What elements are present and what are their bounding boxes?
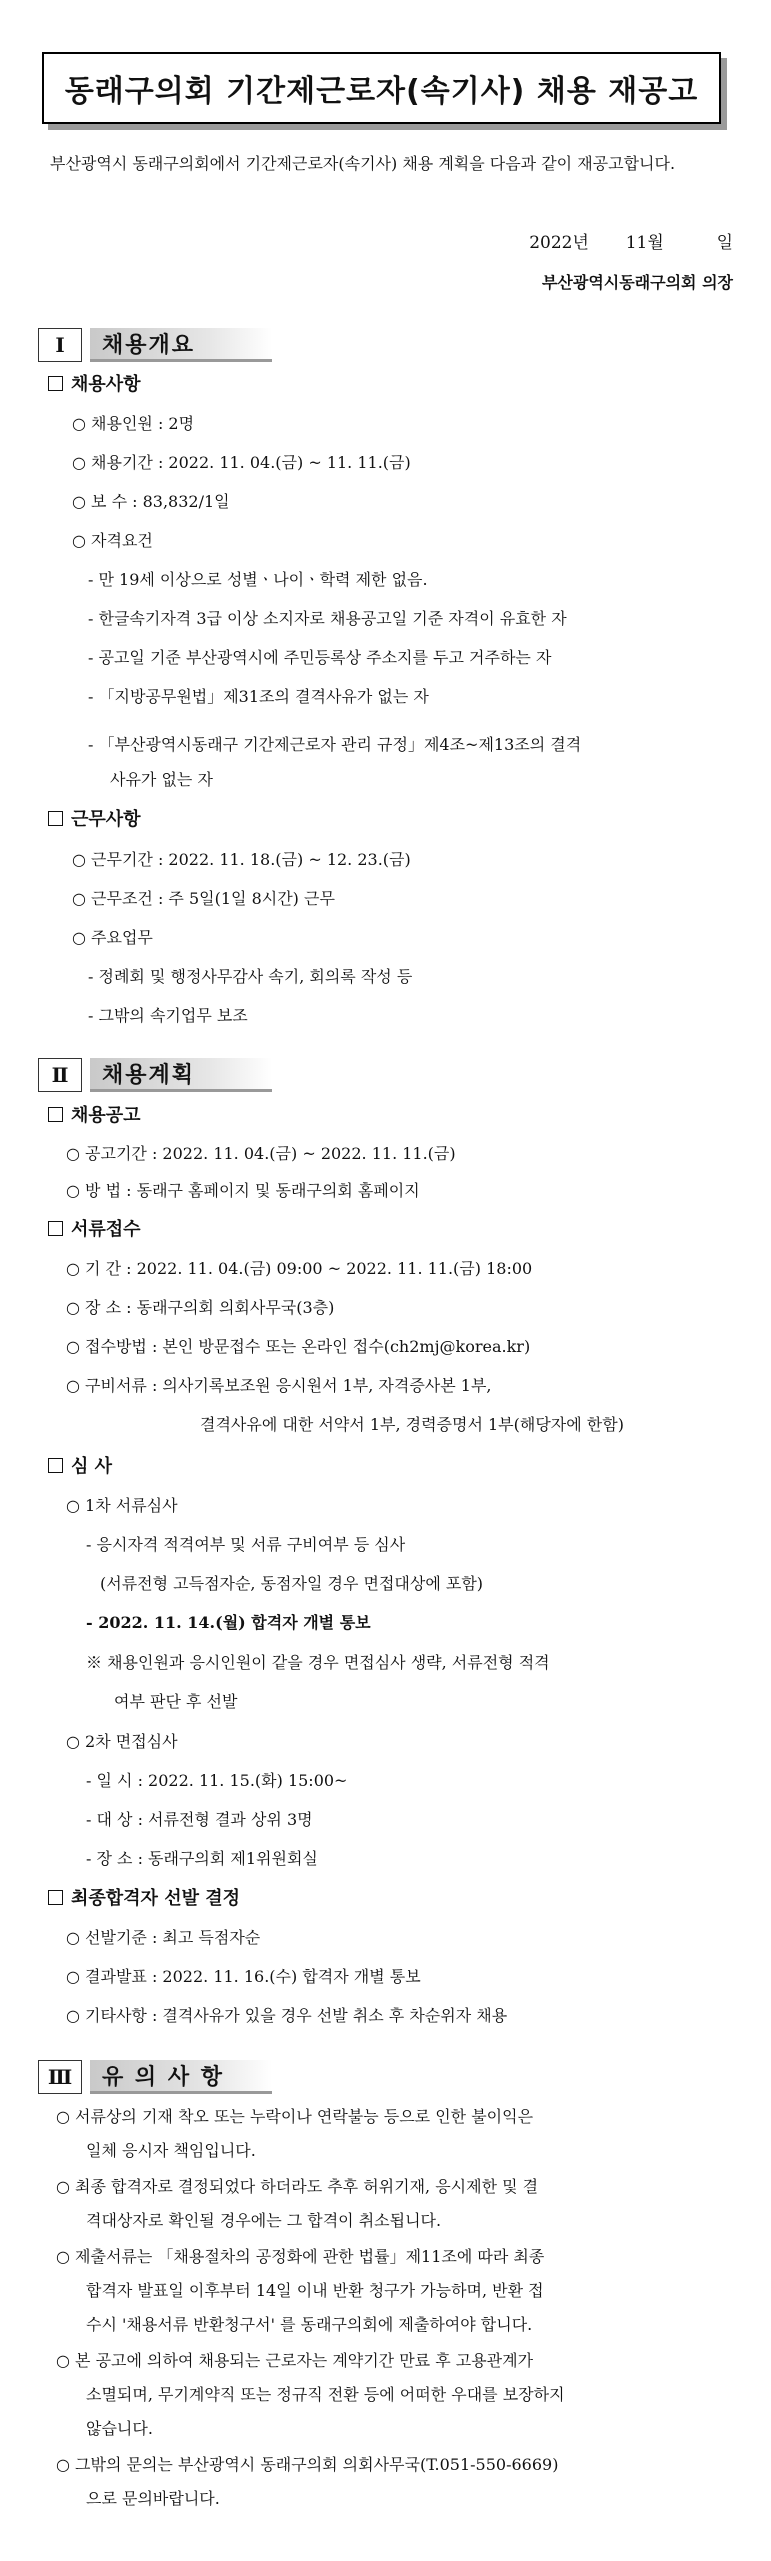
qual-item: - 「지방공무원법」제31조의 결격사유가 없는 자 bbox=[88, 687, 429, 706]
qual-item: - 「부산광역시동래구 기간제근로자 관리 규정」제4조~제13조의 결격 bbox=[88, 735, 582, 754]
doc-papers-cont: 결격사유에 대한 서약서 1부, 경력증명서 1부(해당자에 한함) bbox=[200, 1415, 624, 1434]
exam1-note: ※ 채용인원과 응시인원이 같을 경우 면접심사 생략, 서류전형 적격 bbox=[86, 1653, 550, 1672]
notice-period: ○ 공고기간 : 2022. 11. 04.(금) ~ 2022. 11. 11.(금) bbox=[66, 1144, 456, 1163]
checkbox-square-icon bbox=[48, 376, 63, 391]
doc-papers: ○ 구비서류 : 의사기록보조원 응시원서 1부, 자격증사본 1부, bbox=[66, 1376, 492, 1395]
recruit-heading: 채용사항 bbox=[48, 373, 141, 397]
section-3-header bbox=[38, 2060, 272, 2094]
final-announce: ○ 결과발표 : 2022. 11. 16.(수) 합격자 개별 통보 bbox=[66, 1967, 421, 1986]
note-3-line: 합격자 발표일 이후부터 14일 이내 반환 청구가 가능하며, 반환 접 bbox=[86, 2281, 544, 2300]
doc-place: ○ 장 소 : 동래구의회 의회사무국(3층) bbox=[66, 1298, 335, 1317]
recruit-period: ○ 채용기간 : 2022. 11. 04.(금) ~ 11. 11.(금) bbox=[72, 453, 411, 472]
section-1-header bbox=[38, 328, 272, 362]
qual-heading: ○ 자격요건 bbox=[72, 531, 153, 550]
final-heading: 최종합격자 선발 결정 bbox=[48, 1887, 240, 1911]
final-etc: ○ 기타사항 : 결격사유가 있을 경우 선발 취소 후 차순위자 채용 bbox=[66, 2006, 508, 2025]
work-conditions: ○ 근무조건 : 주 5일(1일 8시간) 근무 bbox=[72, 889, 335, 908]
note-2-line: ○ 최종 합격자로 결정되었다 하더라도 추후 허위기재, 응시제한 및 결 bbox=[56, 2177, 539, 2196]
section-2-header bbox=[38, 1058, 272, 1092]
checkbox-square-icon bbox=[48, 811, 63, 826]
checkbox-square-icon bbox=[48, 1458, 63, 1473]
duty-heading: ○ 주요업무 bbox=[72, 928, 153, 947]
exam2-place: - 장 소 : 동래구의회 제1위원회실 bbox=[86, 1849, 318, 1868]
section-1-number: Ⅰ bbox=[38, 328, 82, 362]
qual-item: - 공고일 기준 부산광역시에 주민등록상 주소지를 두고 거주하는 자 bbox=[88, 648, 552, 667]
exam1-item: (서류전형 고득점자순, 동점자일 경우 면접대상에 포함) bbox=[100, 1574, 484, 1593]
note-3-line: ○ 제출서류는 「채용절차의 공정화에 관한 법률」제11조에 따라 최종 bbox=[56, 2247, 545, 2266]
intro-paragraph: 부산광역시 동래구의회에서 기간제근로자(속기사) 채용 계획을 다음과 같이 재공고합니다. bbox=[50, 154, 676, 173]
note-1-line: 일체 응시자 책임입니다. bbox=[86, 2141, 256, 2160]
note-5-line: 으로 문의바랍니다. bbox=[86, 2489, 220, 2508]
exam1-item: - 응시자격 적격여부 및 서류 구비여부 등 심사 bbox=[86, 1535, 406, 1554]
recruit-count: ○ 채용인원 : 2명 bbox=[72, 414, 195, 433]
qual-item: - 만 19세 이상으로 성별ㆍ나이ㆍ학력 제한 없음. bbox=[88, 570, 428, 589]
signer: 부산광역시동래구의회 의장 bbox=[541, 273, 733, 292]
section-1-title: 채용개요 bbox=[90, 328, 272, 362]
section-2-title: 채용계획 bbox=[90, 1058, 272, 1092]
qual-item-cont: 사유가 없는 자 bbox=[110, 770, 213, 789]
exam2-heading: ○ 2차 면접심사 bbox=[66, 1732, 178, 1751]
work-period: ○ 근무기간 : 2022. 11. 18.(금) ~ 12. 23.(금) bbox=[72, 850, 411, 869]
note-4-line: 소멸되며, 무기계약직 또는 정규직 전환 등에 어떠한 우대를 보장하지 bbox=[86, 2385, 565, 2404]
notice-date bbox=[529, 228, 733, 253]
note-2-line: 격대상자로 확인될 경우에는 그 합격이 취소됩니다. bbox=[86, 2211, 442, 2230]
page-title: 동래구의회 기간제근로자(속기사) 채용 재공고 bbox=[42, 52, 721, 124]
checkbox-square-icon bbox=[48, 1107, 63, 1122]
section-2-number: Ⅱ bbox=[38, 1058, 82, 1092]
exam2-date: - 일 시 : 2022. 11. 15.(화) 15:00~ bbox=[86, 1771, 348, 1790]
checkbox-square-icon bbox=[48, 1221, 63, 1236]
duty-item: - 정례회 및 행정사무감사 속기, 회의록 작성 등 bbox=[88, 967, 413, 986]
doc-period: ○ 기 간 : 2022. 11. 04.(금) 09:00 ~ 2022. 11. 11.(금) 18:00 bbox=[66, 1259, 533, 1278]
exam1-note-cont: 여부 판단 후 선발 bbox=[114, 1692, 238, 1711]
duty-item: - 그밖의 속기업무 보조 bbox=[88, 1006, 248, 1025]
pay: ○ 보 수 : 83,832/1일 bbox=[72, 492, 230, 511]
note-4-line: ○ 본 공고에 의하여 채용되는 근로자는 계약기간 만료 후 고용관계가 bbox=[56, 2351, 534, 2370]
doc-method: ○ 접수방법 : 본인 방문접수 또는 온라인 접수(ch2mj@korea.kr) bbox=[66, 1337, 531, 1356]
date-year: 2022년 bbox=[529, 233, 589, 253]
exam1-heading: ○ 1차 서류심사 bbox=[66, 1496, 178, 1515]
note-1-line: ○ 서류상의 기재 착오 또는 누락이나 연락불능 등으로 인한 불이익은 bbox=[56, 2107, 534, 2126]
section-3-title: 유 의 사 항 bbox=[90, 2060, 272, 2094]
exam-heading: 심 사 bbox=[48, 1455, 112, 1479]
notice-method: ○ 방 법 : 동래구 홈페이지 및 동래구의회 홈페이지 bbox=[66, 1181, 420, 1200]
note-4-line: 않습니다. bbox=[86, 2419, 153, 2438]
note-3-line: 수시 '채용서류 반환청구서' 를 동래구의회에 제출하여야 합니다. bbox=[86, 2315, 533, 2334]
exam1-result: - 2022. 11. 14.(월) 합격자 개별 통보 bbox=[86, 1613, 371, 1632]
final-basis: ○ 선발기준 : 최고 득점자순 bbox=[66, 1928, 261, 1947]
qual-item: - 한글속기자격 3급 이상 소지자로 채용공고일 기준 자격이 유효한 자 bbox=[88, 609, 567, 628]
exam2-target: - 대 상 : 서류전형 결과 상위 3명 bbox=[86, 1810, 313, 1829]
note-5-line: ○ 그밖의 문의는 부산광역시 동래구의회 의회사무국(T.051-550-6669) bbox=[56, 2455, 559, 2474]
checkbox-square-icon bbox=[48, 1890, 63, 1905]
notice-heading: 채용공고 bbox=[48, 1104, 141, 1128]
work-heading: 근무사항 bbox=[48, 808, 141, 832]
section-3-number: Ⅲ bbox=[38, 2060, 82, 2094]
date-month: 11월 bbox=[625, 233, 664, 253]
doc-heading: 서류접수 bbox=[48, 1218, 141, 1242]
date-day: 일 bbox=[716, 233, 733, 253]
intro-text bbox=[40, 150, 730, 178]
